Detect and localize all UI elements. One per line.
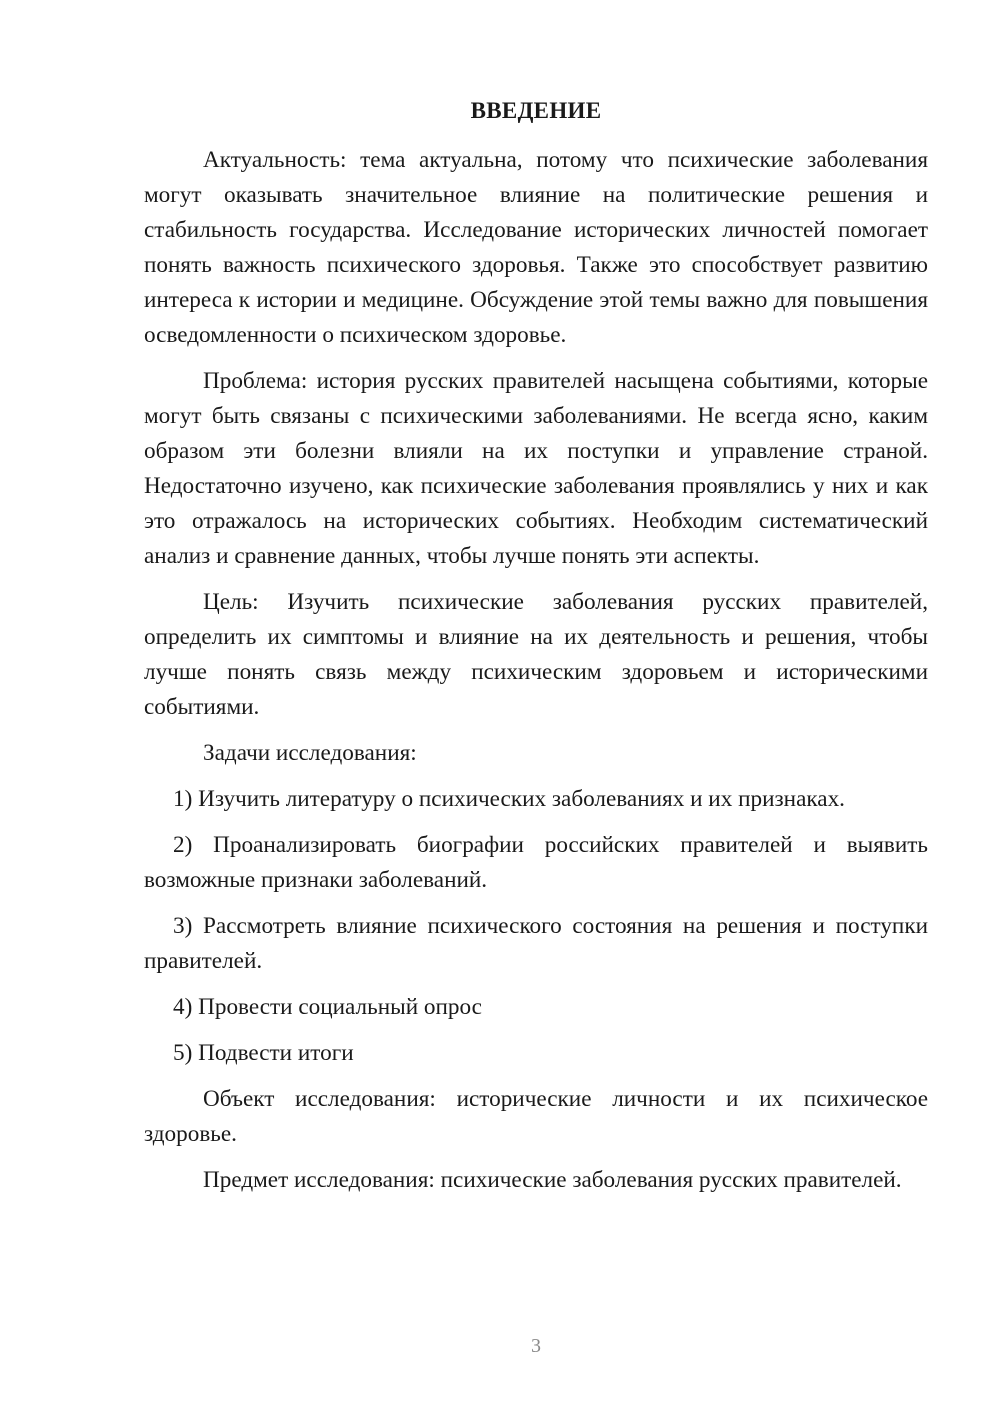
paragraph-subject: Предмет исследования: психические заболевания русских правителей. xyxy=(203,1167,902,1193)
paragraph-object: Объект исследования: исторические личности и их психическое здоровье. xyxy=(144,1086,928,1147)
document-body xyxy=(144,143,928,1209)
task-item-1: 1) Изучить литературу о психических заболеваниях и их признаках. xyxy=(173,786,845,812)
paragraph-problem: Проблема: история русских правителей насыщена событиями, которые могут быть связаны с психическими заболеваниями. Не всегда ясно, каким образом эти болезни влияли на их поступки и управление страной. Недостаточно изучено, как психические заболевания проявлялись у них и как это отражалось на исторических событиях. Необходим систематический анализ и сравнение данных, чтобы лучше понять эти аспекты. xyxy=(144,368,928,569)
page-number: 3 xyxy=(531,1335,541,1357)
paragraph-tasks-heading: Задачи исследования: xyxy=(203,740,417,766)
task-item-3: 3) Рассмотреть влияние психического состояния на решения и поступки правителей. xyxy=(144,913,928,974)
paragraph-relevance: Актуальность: тема актуальна, потому что психические заболевания могут оказывать значительное влияние на политические решения и стабильность государства. Исследование исторических личностей помогает понять важность психического здоровья. Также это способствует развитию интереса к истории и медицине. Обсуждение этой темы важно для повышения осведомленности о психическом здоровье. xyxy=(144,147,928,348)
section-title: ВВЕДЕНИЕ xyxy=(470,98,602,123)
task-item-2: 2) Проанализировать биографии российских правителей и выявить возможные признаки заболеваний. xyxy=(144,832,928,893)
task-item-4: 4) Провести социальный опрос xyxy=(173,994,482,1020)
task-item-5: 5) Подвести итоги xyxy=(173,1040,354,1066)
document-page xyxy=(144,0,928,1414)
paragraph-goal: Цель: Изучить психические заболевания русских правителей, определить их симптомы и влияние на их деятельность и решения, чтобы лучше понять связь между психическим здоровьем и историческими событиями. xyxy=(144,589,928,720)
